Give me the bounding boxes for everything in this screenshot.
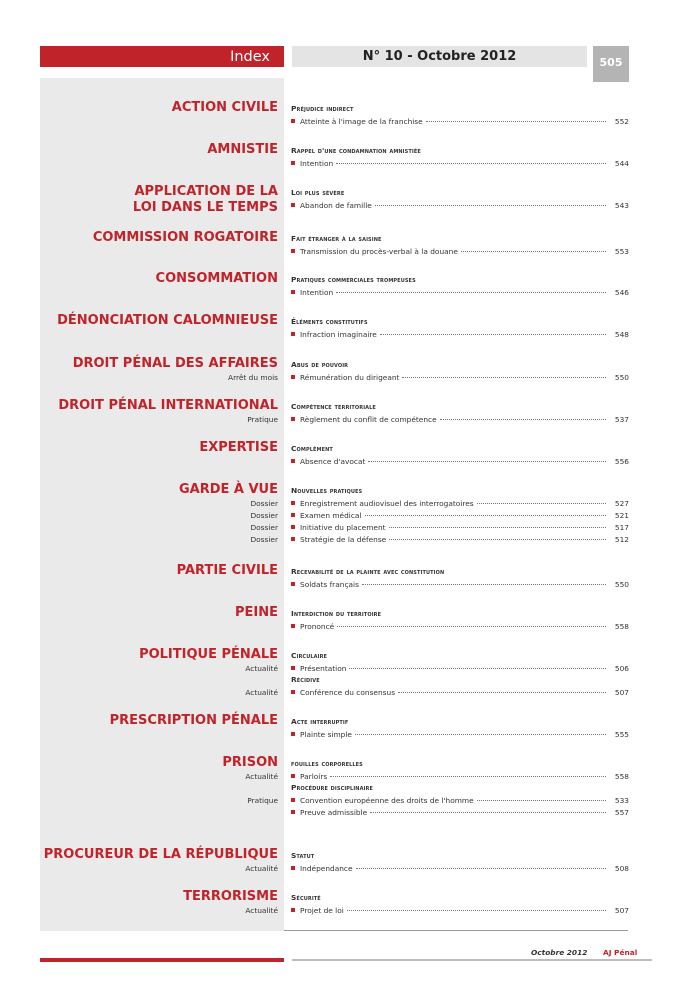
index-entry	[291, 522, 629, 533]
index-entry	[291, 663, 629, 674]
topic-heading: AMNISTIE	[207, 142, 278, 157]
entry-page: 557	[614, 808, 629, 817]
rubrique-label: Dossier	[250, 511, 278, 520]
entry-text: Convention européenne des droits de l'homme	[300, 796, 474, 805]
divider	[284, 930, 628, 931]
dot-leader	[356, 868, 606, 869]
entry-text: Rémunération du dirigeant	[300, 373, 400, 382]
dot-leader	[368, 461, 606, 462]
entry-text: Présentation	[300, 664, 347, 673]
topic-heading: ACTION CIVILE	[171, 100, 278, 115]
entry-text: Atteinte à l'image de la franchise	[300, 117, 423, 126]
bullet-icon	[291, 866, 295, 870]
dot-leader	[362, 584, 606, 585]
entry-text: Projet de loi	[300, 906, 344, 915]
rubrique-label: Pratique	[247, 415, 278, 424]
dot-leader	[477, 503, 606, 504]
rubrique-label: Arrêt du mois	[228, 373, 278, 382]
topic-heading: PRESCRIPTION PÉNALE	[109, 713, 278, 728]
topic-heading: APPLICATION DE LA LOI DANS LE TEMPS	[132, 184, 278, 215]
index-entry	[291, 729, 629, 740]
bullet-icon	[291, 375, 295, 379]
subheading: Nouvelles pratiques	[291, 486, 363, 495]
dot-leader	[398, 692, 606, 693]
index-entry	[291, 246, 629, 257]
dot-leader	[349, 668, 606, 669]
bullet-icon	[291, 501, 295, 505]
bullet-icon	[291, 513, 295, 517]
subheading: Circulaire	[291, 651, 328, 660]
rubrique-label: Actualité	[245, 664, 278, 673]
entry-page: 548	[614, 330, 629, 339]
subheading: Pratiques commerciales trompeuses	[291, 275, 416, 284]
bullet-icon	[291, 332, 295, 336]
subheading: Complément	[291, 444, 333, 453]
rubrique-label: Pratique	[247, 796, 278, 805]
entry-text: Règlement du conflit de compétence	[300, 415, 437, 424]
bullet-icon	[291, 666, 295, 670]
entry-text: Initiative du placement	[300, 523, 386, 532]
bullet-icon	[291, 798, 295, 802]
topic-heading: COMMISSION ROGATOIRE	[92, 230, 278, 245]
issue-number: N° 10 - Octobre 2012	[292, 46, 587, 67]
entry-text: Infraction imaginaire	[300, 330, 377, 339]
topic-heading: GARDE À VUE	[178, 482, 278, 497]
entry-page: 550	[614, 373, 629, 382]
topic-heading: DROIT PÉNAL DES AFFAIRES	[72, 356, 278, 371]
footer-line	[292, 959, 652, 961]
entry-text: Intention	[300, 288, 334, 297]
bullet-icon	[291, 810, 295, 814]
index-entry	[291, 510, 629, 521]
bullet-icon	[291, 525, 295, 529]
entry-page: 507	[614, 688, 629, 697]
index-entry	[291, 771, 629, 782]
rubrique-label: Dossier	[250, 499, 278, 508]
subheading: Éléments constitutifs	[291, 317, 368, 326]
entry-page: 543	[614, 201, 629, 210]
topic-heading: POLITIQUE PÉNALE	[139, 647, 278, 662]
index-entry	[291, 414, 629, 425]
bullet-icon	[291, 119, 295, 123]
subheading: Préjudice indirect	[291, 104, 354, 113]
entry-page: 552	[614, 117, 629, 126]
entry-page: 517	[614, 523, 629, 532]
topic-heading: DÉNONCIATION CALOMNIEUSE	[57, 313, 278, 328]
entry-text: Soldats français	[300, 580, 359, 589]
subheading: Acte interruptif	[291, 717, 349, 726]
index-entry	[291, 372, 629, 383]
topic-heading: PRISON	[222, 755, 278, 770]
dot-leader	[337, 626, 606, 627]
bullet-icon	[291, 537, 295, 541]
entry-text: Prononcé	[300, 622, 335, 631]
entry-text: Abandon de famille	[300, 201, 372, 210]
dot-leader	[355, 734, 606, 735]
subheading: Recevabilité de la plainte avec constitution	[291, 567, 445, 576]
topic-heading: PEINE	[234, 605, 278, 620]
topic-heading: PROCUREUR DE LA RÉPUBLIQUE	[43, 847, 278, 862]
subheading: fouilles corporelles	[291, 759, 363, 768]
index-entry	[291, 329, 629, 340]
rubrique-label: Dossier	[250, 535, 278, 544]
dot-leader	[370, 812, 606, 813]
dot-leader	[365, 515, 607, 516]
subheading: Procédure disciplinaire	[291, 783, 373, 792]
index-entry	[291, 116, 629, 127]
index-entry	[291, 534, 629, 545]
subheading: Compétence territoriale	[291, 402, 376, 411]
index-entry	[291, 498, 629, 509]
subheading: Loi plus sévère	[291, 188, 345, 197]
index-entry	[291, 795, 629, 806]
entry-page: 537	[614, 415, 629, 424]
bullet-icon	[291, 161, 295, 165]
footer-date: Octobre 2012	[531, 948, 588, 957]
index-entry	[291, 807, 629, 818]
dot-leader	[336, 292, 606, 293]
entry-page: 553	[614, 247, 629, 256]
bullet-icon	[291, 290, 295, 294]
entry-text: Transmission du procès-verbal à la douane	[300, 247, 458, 256]
index-entry	[291, 158, 629, 169]
index-entry	[291, 579, 629, 590]
bullet-icon	[291, 732, 295, 736]
section-title: Index	[40, 46, 284, 67]
entry-text: Conférence du consensus	[300, 688, 396, 697]
dot-leader	[389, 539, 606, 540]
dot-leader	[461, 251, 606, 252]
entry-text: Absence d'avocat	[300, 457, 366, 466]
entry-text: Preuve admissible	[300, 808, 368, 817]
entry-text: Stratégie de la défense	[300, 535, 387, 544]
subheading: Interdiction du territoire	[291, 609, 382, 618]
bullet-icon	[291, 774, 295, 778]
entry-page: 512	[614, 535, 629, 544]
dot-leader	[440, 419, 606, 420]
dot-leader	[336, 163, 606, 164]
rubrique-label: Actualité	[245, 906, 278, 915]
bullet-icon	[291, 624, 295, 628]
entry-page: 533	[614, 796, 629, 805]
dot-leader	[477, 800, 606, 801]
bullet-icon	[291, 203, 295, 207]
index-entry	[291, 621, 629, 632]
topic-heading: TERRORISME	[183, 889, 278, 904]
entry-text: Intention	[300, 159, 334, 168]
rubrique-label: Dossier	[250, 523, 278, 532]
dot-leader	[402, 377, 606, 378]
topic-heading: CONSOMMATION	[155, 271, 278, 286]
index-entry	[291, 200, 629, 211]
index-entry	[291, 687, 629, 698]
entry-page: 506	[614, 664, 629, 673]
entry-page: 550	[614, 580, 629, 589]
index-entry	[291, 905, 629, 916]
dot-leader	[347, 910, 606, 911]
bullet-icon	[291, 459, 295, 463]
entry-text: Indépendance	[300, 864, 353, 873]
rubrique-label: Actualité	[245, 688, 278, 697]
dot-leader	[375, 205, 606, 206]
rubrique-label: Actualité	[245, 772, 278, 781]
subheading: Fait étranger à la saisine	[291, 234, 382, 243]
entry-page: 521	[614, 511, 629, 520]
topic-heading: PARTIE CIVILE	[176, 563, 278, 578]
topic-heading: DROIT PÉNAL INTERNATIONAL	[58, 398, 278, 413]
topic-heading: EXPERTISE	[199, 440, 278, 455]
entry-page: 544	[614, 159, 629, 168]
subheading: Abus de pouvoir	[291, 360, 349, 369]
entry-page: 558	[614, 772, 629, 781]
bullet-icon	[291, 908, 295, 912]
dot-leader	[380, 334, 606, 335]
bullet-icon	[291, 417, 295, 421]
entry-text: Examen médical	[300, 511, 362, 520]
index-entry	[291, 287, 629, 298]
entry-page: 556	[614, 457, 629, 466]
footer-brand: AJ Pénal	[603, 948, 638, 957]
dot-leader	[389, 527, 606, 528]
rubrique-label: Actualité	[245, 864, 278, 873]
entry-page: 558	[614, 622, 629, 631]
bullet-icon	[291, 582, 295, 586]
subheading: Statut	[291, 851, 315, 860]
bullet-icon	[291, 690, 295, 694]
entry-page: 508	[614, 864, 629, 873]
entry-page: 507	[614, 906, 629, 915]
bullet-icon	[291, 249, 295, 253]
footer-bar	[40, 958, 284, 962]
dot-leader	[426, 121, 606, 122]
entry-page: 527	[614, 499, 629, 508]
index-entry	[291, 863, 629, 874]
entry-text: Plainte simple	[300, 730, 352, 739]
entry-page: 555	[614, 730, 629, 739]
dot-leader	[330, 776, 606, 777]
entry-text: Parloirs	[300, 772, 328, 781]
subheading: Rappel d'une condamnation amnistiée	[291, 146, 421, 155]
entry-page: 546	[614, 288, 629, 297]
page-number: 505	[593, 46, 629, 82]
subheading: Sécurité	[291, 893, 321, 902]
entry-text: Enregistrement audiovisuel des interrogatoires	[300, 499, 474, 508]
index-entry	[291, 456, 629, 467]
subheading: Récidive	[291, 675, 320, 684]
